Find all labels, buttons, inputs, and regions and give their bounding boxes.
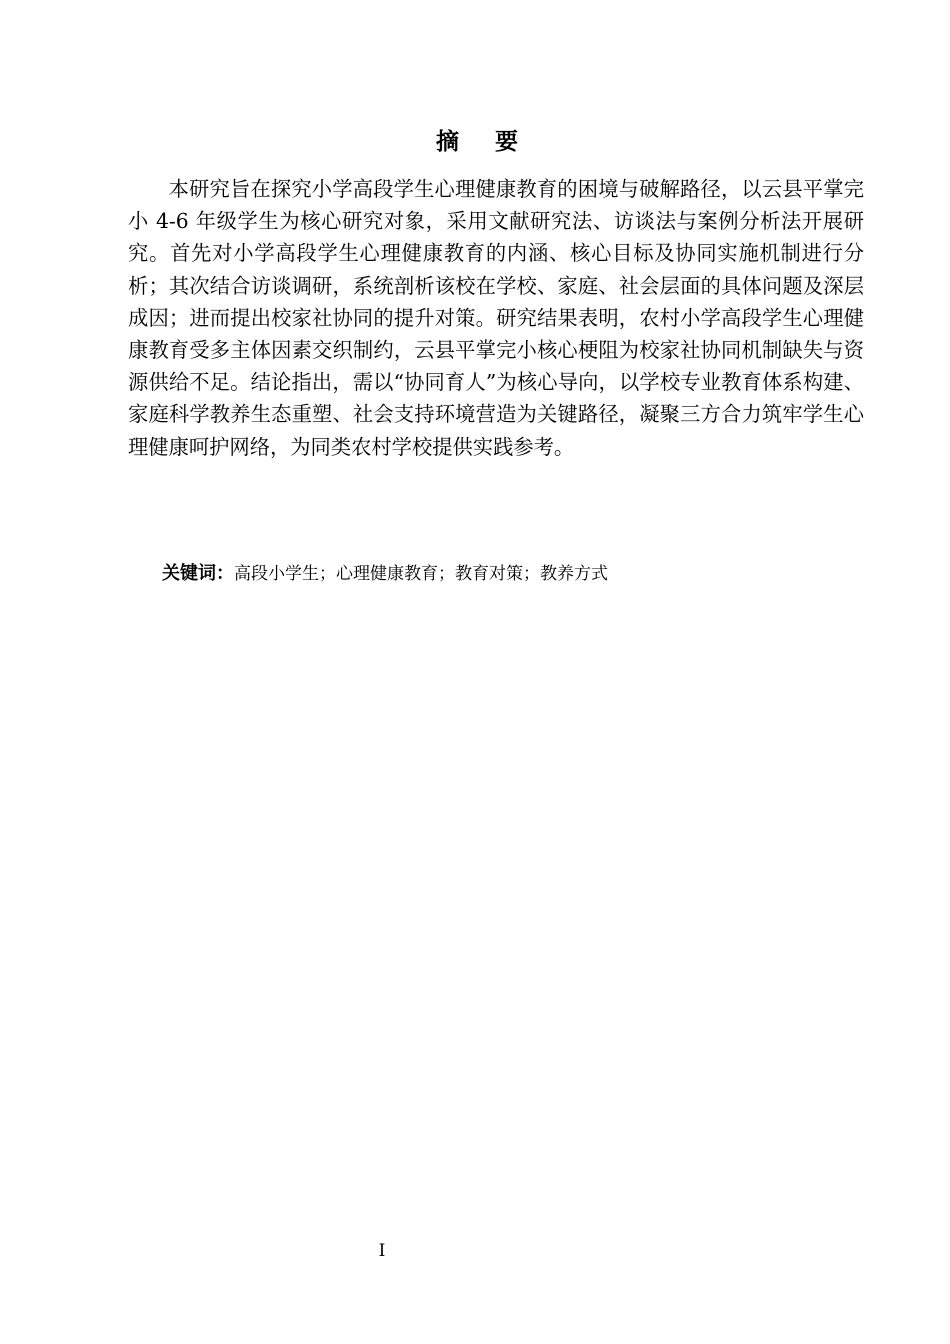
page-number: I — [378, 1241, 386, 1261]
keywords-line — [162, 561, 862, 587]
abstract-paragraph: 本研究旨在探究小学高段学生心理健康教育的困境与破解路径，以云县平掌完小 4-6 年级学生为核心研究对象，采用文献研究法、访谈法与案例分析法开展研究。首先对小学高段学生心理健康教育的内涵、核心目标及协同实施机制进行分析；其次结合访谈调研，系统剖析该校在学校、家庭、社会层面的具体问题及深层成因；进而提出校家社协同的提升对策。研究结果表明，农村小学高段学生心理健康教育受多主体因素交织制约，云县平掌完小核心梗阻为校家社协同机制缺失与资源供给不足。结论指出，需以“协同育人”为核心导向，以学校专业教育体系构建、家庭科学教养生态重塑、社会支持环境营造为关键路径，凝聚三方合力筑牢学生心理健康呵护网络，为同类农村学校提供实践参考。 — [128, 177, 864, 459]
keywords-value: 高段小学生；心理健康教育；教育对策；教养方式 — [234, 564, 608, 584]
abstract-title: 摘要 — [436, 129, 554, 155]
keywords-label: 关键词： — [162, 563, 234, 584]
